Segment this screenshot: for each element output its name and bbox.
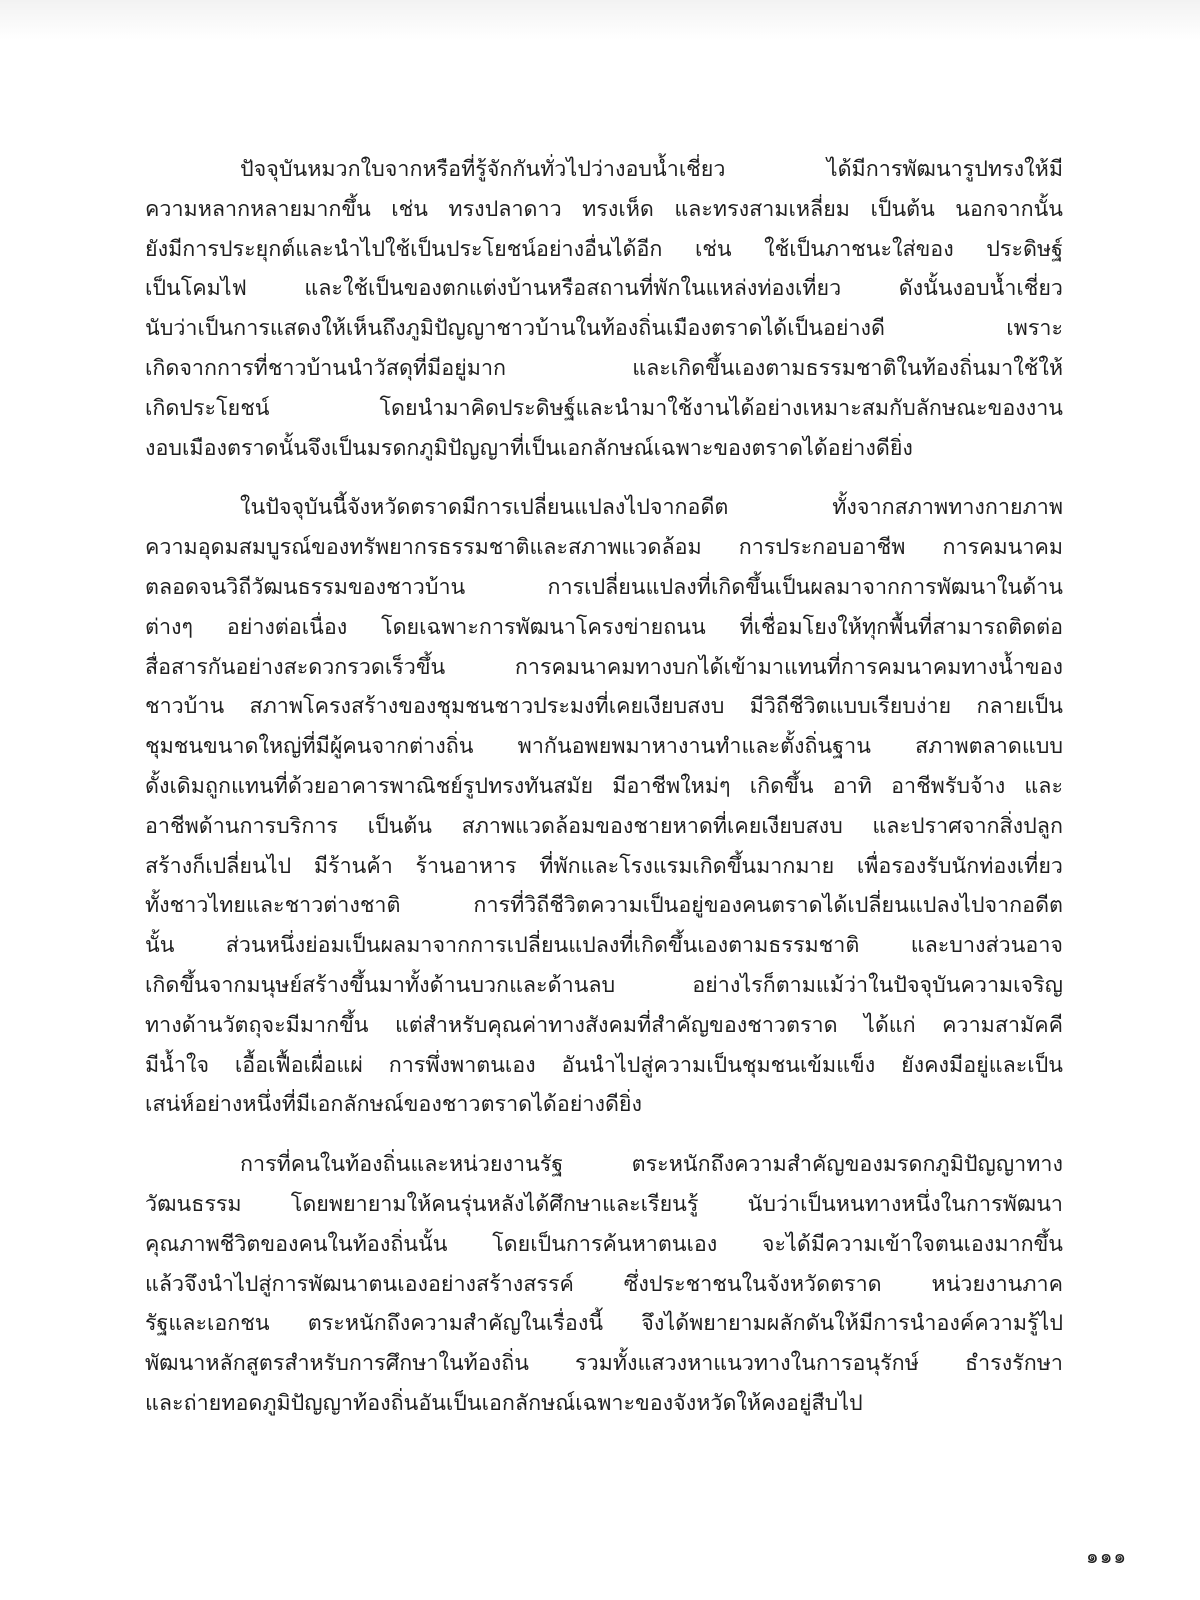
- text-line: การที่คนในท้องถิ่นและหน่วยงานรัฐ ตระหนักถึงความสำคัญของมรดกภูมิปัญญาทาง: [240, 1152, 1063, 1178]
- text-line: เกิดประโยชน์ โดยนำมาคิดประดิษฐ์และนำมาใช้งานได้อย่างเหมาะสมกับลักษณะของงาน: [145, 395, 1063, 421]
- text-line: พัฒนาหลักสูตรสำหรับการศึกษาในท้องถิ่น รวมทั้งแสวงหาแนวทางในการอนุรักษ์ ธำรงรักษา: [145, 1351, 1063, 1377]
- text-line: ยังมีการประยุกต์และนำไปใช้เป็นประโยชน์อย่างอื่นได้อีก เช่น ใช้เป็นภาชนะใส่ของ ประดิษฐ์: [145, 236, 1063, 262]
- text-line: เป็นโคมไฟ และใช้เป็นของตกแต่งบ้านหรือสถานที่พักในแหล่งท่องเที่ยว ดังนั้นงอบน้ำเชี่ยว: [145, 276, 1063, 302]
- text-line: มีน้ำใจ เอื้อเฟื้อเผื่อแผ่ การพึ่งพาตนเอง อันนำไปสู่ความเป็นชุมชนเข้มแข็ง ยังคงมีอยู่และเป็น: [145, 1052, 1063, 1078]
- text-line: เกิดขึ้นจากมนุษย์สร้างขึ้นมาทั้งด้านบวกและด้านลบ อย่างไรก็ตามแม้ว่าในปัจจุบันความเจริญ: [145, 972, 1063, 998]
- scan-top-edge: [0, 0, 1200, 40]
- paragraph-2: [145, 488, 1063, 1125]
- page-number: ๑๑๑: [1086, 1544, 1128, 1568]
- text-line: ทั้งชาวไทยและชาวต่างชาติ การที่วิถีชีวิตความเป็นอยู่ของคนตราดได้เปลี่ยนแปลงไปจากอดีต: [145, 893, 1063, 919]
- text-line: คุณภาพชีวิตของคนในท้องถิ่นนั้น โดยเป็นการค้นหาตนเอง จะได้มีความเข้าใจตนเองมากขึ้น: [145, 1231, 1063, 1257]
- text-line: สร้างก็เปลี่ยนไป มีร้านค้า ร้านอาหาร ที่พักและโรงแรมเกิดขึ้นมากมาย เพื่อรองรับนักท่องเที่ยว: [145, 853, 1063, 879]
- paragraph-spacer: [145, 468, 1063, 488]
- text-line: ดั้งเดิมถูกแทนที่ด้วยอาคารพาณิชย์รูปทรงทันสมัย มีอาชีพใหม่ๆ เกิดขึ้น อาทิ อาชีพรับจ้าง และ: [145, 773, 1063, 799]
- text-line: ต่างๆ อย่างต่อเนื่อง โดยเฉพาะการพัฒนาโครงข่ายถนน ที่เชื่อมโยงให้ทุกพื้นที่สามารถติดต่อ: [145, 614, 1063, 640]
- text-line: สื่อสารกันอย่างสะดวกรวดเร็วขึ้น การคมนาคมทางบกได้เข้ามาแทนที่การคมนาคมทางน้ำของ: [145, 654, 1063, 680]
- text-line: ตลอดจนวิถีวัฒนธรรมของชาวบ้าน การเปลี่ยนแปลงที่เกิดขึ้นเป็นผลมาจากการพัฒนาในด้าน: [145, 574, 1063, 600]
- paragraph-3: [145, 1145, 1063, 1424]
- text-line: ในปัจจุบันนี้จังหวัดตราดมีการเปลี่ยนแปลงไปจากอดีต ทั้งจากสภาพทางกายภาพ: [240, 495, 1063, 521]
- text-line: นั้น ส่วนหนึ่งย่อมเป็นผลมาจากการเปลี่ยนแปลงที่เกิดขึ้นเองตามธรรมชาติ และบางส่วนอาจ: [145, 933, 1063, 959]
- text-line: วัฒนธรรม โดยพยายามให้คนรุ่นหลังได้ศึกษาและเรียนรู้ นับว่าเป็นหนทางหนึ่งในการพัฒนา: [145, 1191, 1063, 1217]
- text-line: รัฐและเอกชน ตระหนักถึงความสำคัญในเรื่องนี้ จึงได้พยายามผลักดันให้มีการนำองค์ความรู้ไป: [145, 1311, 1063, 1337]
- text-line: ความหลากหลายมากขึ้น เช่น ทรงปลาดาว ทรงเห็ด และทรงสามเหลี่ยม เป็นต้น นอกจากนั้น: [145, 196, 1063, 222]
- text-line: นับว่าเป็นการแสดงให้เห็นถึงภูมิปัญญาชาวบ้านในท้องถิ่นเมืองตราดได้เป็นอย่างดี เพราะ: [145, 316, 1063, 342]
- text-line: ความอุดมสมบูรณ์ของทรัพยากรธรรมชาติและสภาพแวดล้อม การประกอบอาชีพ การคมนาคม: [145, 535, 1063, 561]
- text-line: ปัจจุบันหมวกใบจากหรือที่รู้จักกันทั่วไปว่างอบน้ำเชี่ยว ได้มีการพัฒนารูปทรงให้มี: [240, 157, 1063, 182]
- text-line: แล้วจึงนำไปสู่การพัฒนาตนเองอย่างสร้างสรรค์ ซึ่งประชาชนในจังหวัดตราด หน่วยงานภาค: [145, 1271, 1063, 1297]
- text-line: เสน่ห์อย่างหนึ่งที่มีเอกลักษณ์ของชาวตราดได้อย่างดียิ่ง: [145, 1092, 643, 1118]
- paragraph-spacer: [145, 1125, 1063, 1145]
- text-line: งอบเมืองตราดนั้นจึงเป็นมรดกภูมิปัญญาที่เป็นเอกลักษณ์เฉพาะของตราดได้อย่างดียิ่ง: [145, 435, 913, 461]
- text-line: เกิดจากการที่ชาวบ้านนำวัสดุที่มีอยู่มาก และเกิดขึ้นเองตามธรรมชาติในท้องถิ่นมาใช้ให้: [145, 355, 1063, 381]
- paragraph-1: [145, 150, 1063, 468]
- text-line: ชุมชนขนาดใหญ่ที่มีผู้คนจากต่างถิ่น พากันอพยพมาหางานทำและตั้งถิ่นฐาน สภาพตลาดแบบ: [145, 734, 1063, 760]
- text-line: และถ่ายทอดภูมิปัญญาท้องถิ่นอันเป็นเอกลักษณ์เฉพาะของจังหวัดให้คงอยู่สืบไป: [145, 1390, 863, 1416]
- text-line: ทางด้านวัตถุจะมีมากขึ้น แต่สำหรับคุณค่าทางสังคมที่สำคัญของชาวตราด ได้แก่ ความสามัคคี: [145, 1012, 1063, 1038]
- text-line: ชาวบ้าน สภาพโครงสร้างของชุมชนชาวประมงที่เคยเงียบสงบ มีวิถีชีวิตแบบเรียบง่าย กลายเป็น: [145, 694, 1063, 720]
- text-line: อาชีพด้านการบริการ เป็นต้น สภาพแวดล้อมของชายหาดที่เคยเงียบสงบ และปราศจากสิ่งปลูก: [145, 813, 1063, 839]
- body-text: [145, 150, 1063, 1424]
